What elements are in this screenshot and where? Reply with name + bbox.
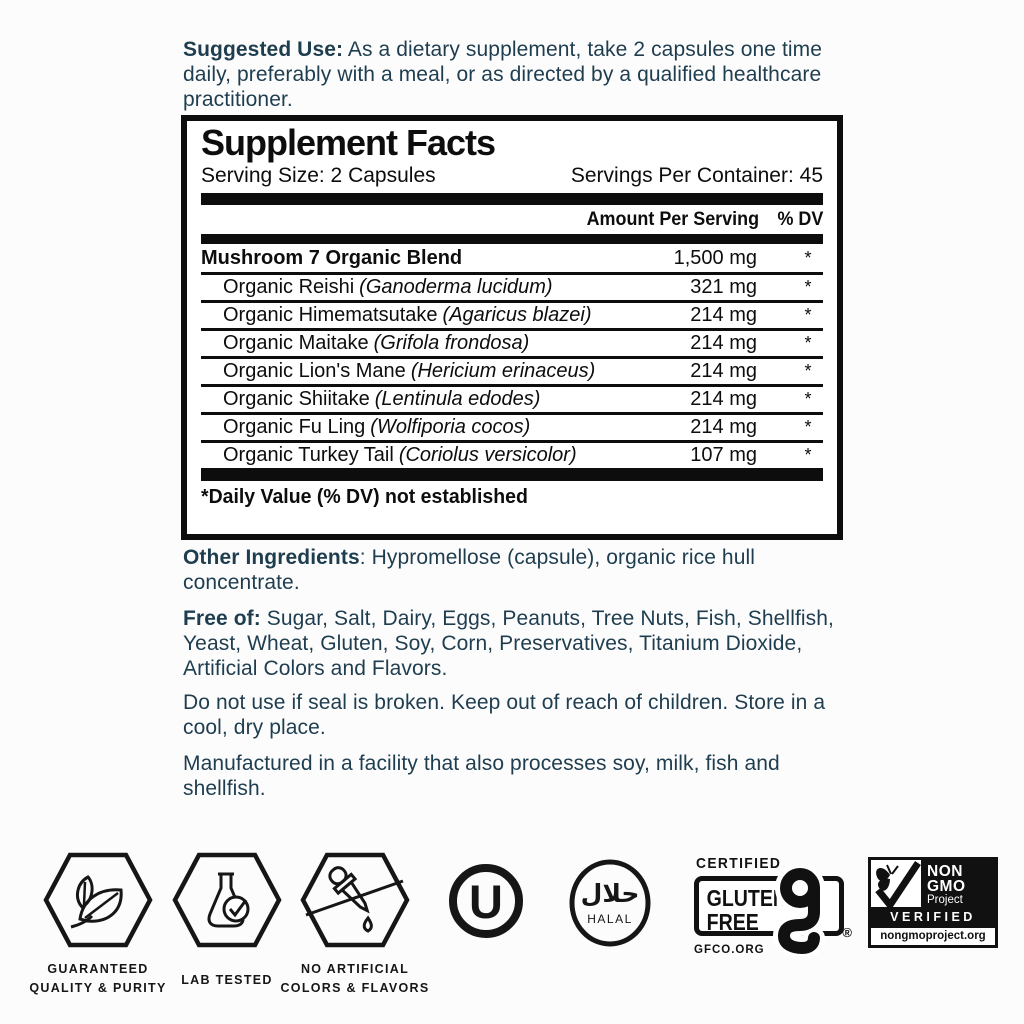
divider-thick: [201, 193, 823, 205]
ingredient-latin-name: (Agaricus blazei): [442, 304, 592, 327]
badge-halal: [568, 859, 652, 952]
ingredient-dv: *: [804, 333, 812, 354]
table-row: [201, 356, 823, 384]
ingredient-name: Organic Turkey Tail: [223, 444, 394, 467]
ngp-verified-label: VERIFIED: [871, 907, 995, 928]
butterfly-check-icon: [871, 860, 921, 907]
ingredient-dv: *: [804, 389, 812, 410]
ngp-url: nongmoproject.org: [880, 930, 986, 942]
ingredient-latin-name: (Ganoderma lucidum): [359, 276, 553, 299]
table-row: [201, 300, 823, 328]
ingredient-amount: 214 mg: [690, 388, 757, 411]
other-ingredients-text: : Hypromellose (capsule), organic rice hull concentrate.: [183, 546, 756, 594]
ingredient-amount: 214 mg: [690, 416, 757, 439]
halal-arabic-text: حلال: [580, 879, 640, 908]
ingredient-dv: *: [804, 445, 812, 466]
suggested-use-text: As a dietary supplement, take 2 capsules one time daily, preferably with a meal, or as directed by a qualified healthcare practitioner.: [183, 38, 823, 111]
suggested-use-paragraph: [183, 38, 845, 112]
table-row: [201, 272, 823, 300]
other-ingredients-paragraph: [183, 546, 845, 596]
ingredient-name: Organic Shiitake: [223, 388, 370, 411]
badge-label: LAB TESTED: [181, 973, 273, 987]
gf-registered-mark: ®: [842, 925, 852, 940]
ingredient-name: Organic Himematsutake: [223, 304, 438, 327]
ingredient-amount: 1,500 mg: [673, 246, 757, 269]
servings-per-container: Servings Per Container: 45: [570, 164, 823, 188]
table-row: [201, 412, 823, 440]
col-amount-per-serving: Amount Per Serving: [586, 208, 759, 231]
ingredient-name: Organic Reishi: [223, 276, 355, 299]
ingredient-rows: [201, 244, 823, 468]
gf-word-free: FREE: [706, 909, 759, 936]
ingredient-dv: *: [804, 417, 812, 438]
ingredient-amount: 214 mg: [690, 332, 757, 355]
kosher-letter: U: [469, 875, 503, 928]
serving-row: [201, 163, 823, 193]
kosher-ou-icon: [447, 862, 525, 940]
halal-icon: [568, 859, 652, 947]
gf-box: [694, 876, 852, 940]
flask-check-hexagon-icon: [172, 852, 282, 948]
table-row: [201, 384, 823, 412]
table-row: [201, 328, 823, 356]
gf-org-label: GFCO.ORG: [694, 944, 765, 956]
free-of-text: Sugar, Salt, Dairy, Eggs, Peanuts, Tree Nuts, Fish, Shellfish, Yeast, Wheat, Gluten, Soy, Corn, Preservatives, Titanium Dioxide, Artificial Colors and Flavors.: [183, 607, 834, 680]
ingredient-name: Mushroom 7 Organic Blend: [201, 246, 463, 269]
ngp-project: Project: [927, 894, 963, 907]
supplement-facts-title: Supplement Facts: [201, 122, 496, 163]
badge-gluten-free: [694, 855, 850, 956]
ingredient-name: Organic Fu Ling: [223, 416, 366, 439]
daily-value-footnote: *Daily Value (% DV) not established: [201, 485, 528, 509]
serving-size: Serving Size: 2 Capsules: [201, 164, 436, 188]
ingredient-latin-name: (Hericium erinaceus): [410, 360, 596, 383]
crossed-dropper-hexagon-icon: [300, 852, 410, 948]
divider-thick: [201, 234, 823, 244]
table-row: [201, 440, 823, 468]
ingredient-latin-name: (Grifola frondosa): [373, 332, 530, 355]
badge-label: GUARANTEED QUALITY & PURITY: [29, 962, 167, 996]
ngp-non: NON: [927, 863, 963, 880]
ingredient-amount: 107 mg: [690, 444, 757, 467]
ingredient-amount: 321 mg: [690, 276, 757, 299]
ingredient-dv: *: [804, 305, 812, 326]
column-header-row: [201, 205, 823, 234]
warning-paragraph: Do not use if seal is broken. Keep out of reach of children. Store in a cool, dry place.: [183, 691, 826, 739]
ingredient-name: Organic Lion's Mane: [223, 360, 406, 383]
ingredient-amount: 214 mg: [690, 360, 757, 383]
supplement-facts-panel: [181, 115, 843, 540]
ingredient-latin-name: (Lentinula edodes): [374, 388, 541, 411]
ingredient-dv: *: [804, 361, 812, 382]
ingredient-latin-name: (Wolfiporia cocos): [370, 416, 531, 439]
badge-kosher-ou: [447, 862, 525, 945]
divider-thick: [201, 468, 823, 481]
col-percent-dv: % DV: [777, 208, 823, 231]
ingredient-latin-name: (Coriolus versicolor): [398, 444, 577, 467]
badge-non-gmo: [868, 857, 998, 948]
free-of-label: Free of:: [183, 607, 261, 630]
suggested-use-label: Suggested Use:: [183, 38, 344, 61]
facility-paragraph: Manufactured in a facility that also processes soy, milk, fish and shellfish.: [183, 752, 780, 800]
badge-no-artificial: [270, 852, 440, 999]
free-of-paragraph: [183, 607, 845, 681]
gfco-g-icon: [763, 866, 837, 956]
ingredient-name: Organic Maitake: [223, 332, 369, 355]
gf-word-gluten: GLUTEN: [706, 885, 788, 911]
gf-certified-label: CERTIFIED: [696, 855, 782, 872]
ngp-gmo: GMO: [927, 878, 966, 896]
ingredient-dv: *: [804, 277, 812, 298]
halal-label: HALAL: [587, 912, 633, 926]
other-ingredients-label: Other Ingredients: [183, 546, 360, 569]
ingredient-amount: 214 mg: [690, 304, 757, 327]
ingredient-dv: *: [804, 247, 812, 268]
table-row: [201, 244, 823, 272]
badge-label: NO ARTIFICIAL COLORS & FLAVORS: [280, 962, 430, 996]
leaf-hexagon-icon: [43, 852, 153, 948]
